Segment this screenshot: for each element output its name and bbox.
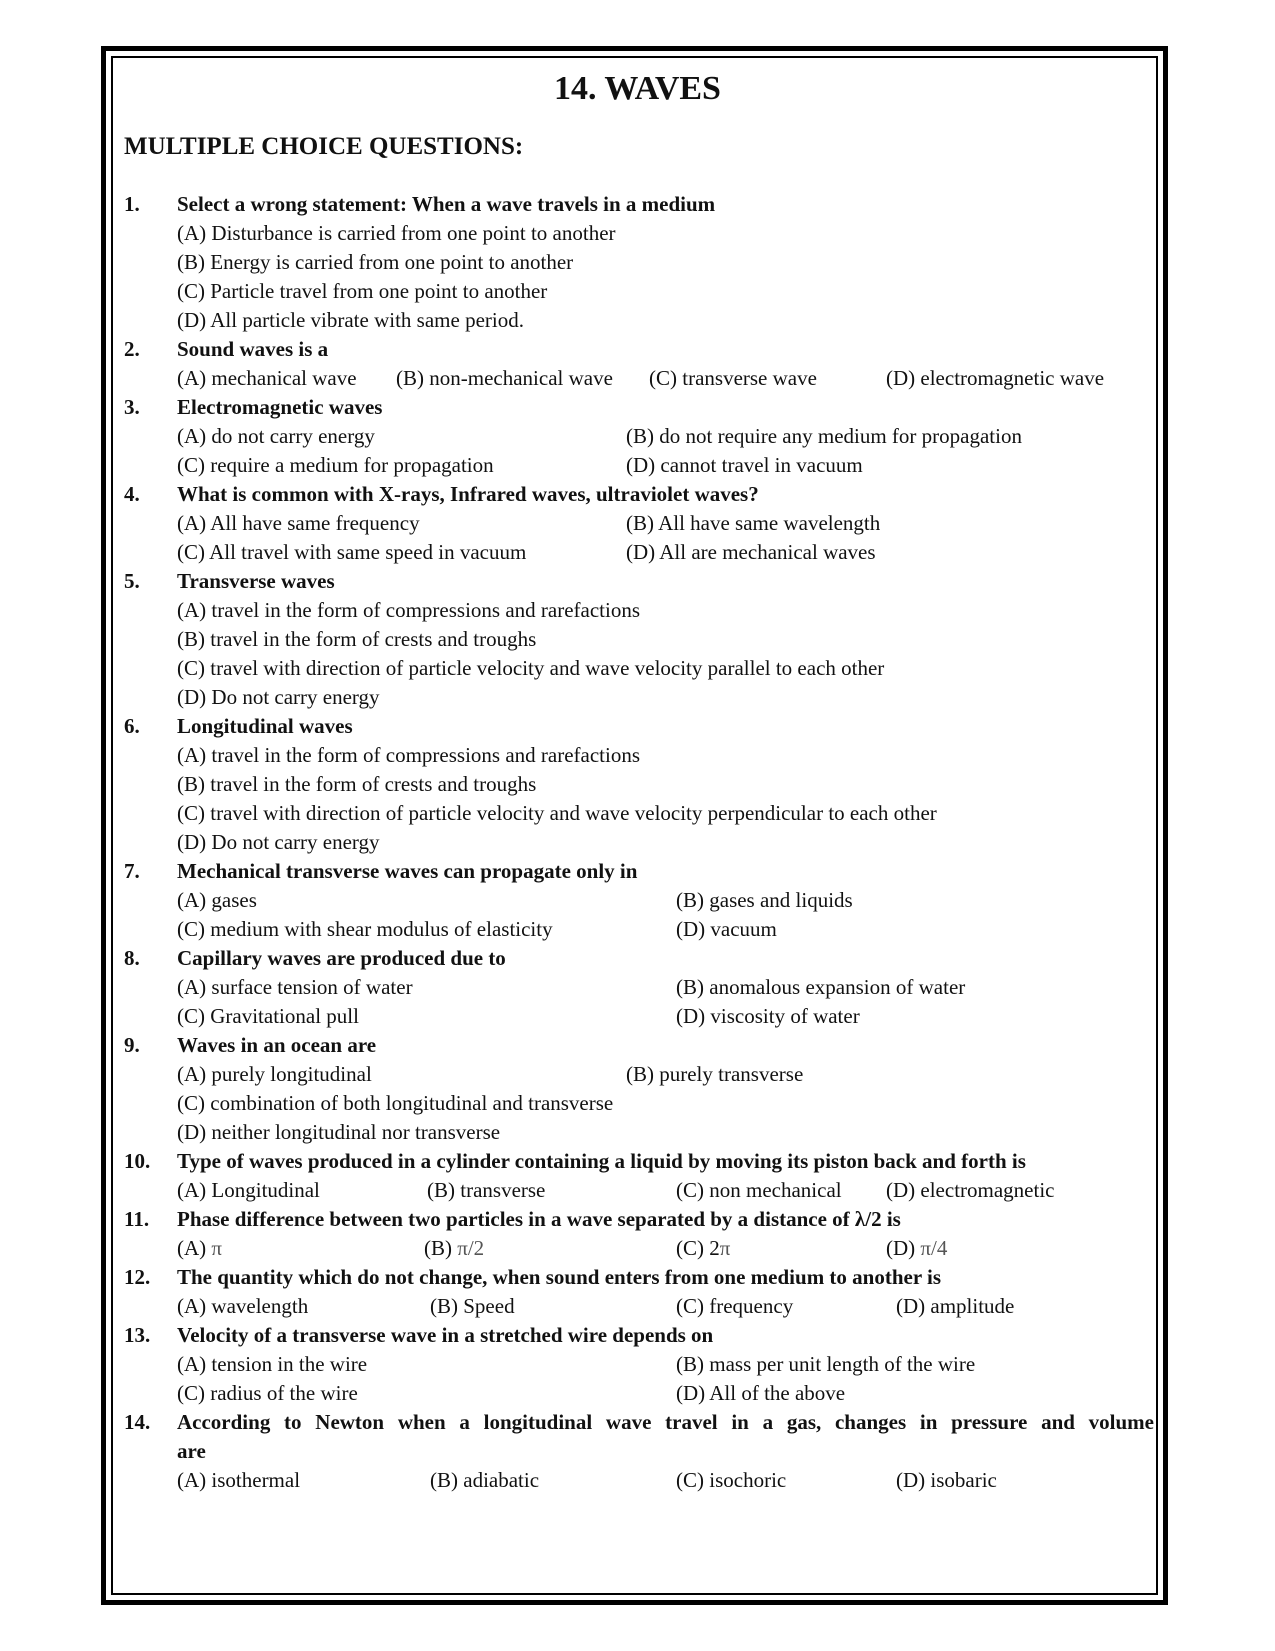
option-c: (C) isochoric — [676, 1468, 787, 1492]
question-4 — [124, 480, 1154, 509]
question-11 — [124, 1205, 1154, 1234]
option-d: (D) neither longitudinal nor transverse — [177, 1120, 501, 1144]
question-9 — [124, 1031, 1154, 1060]
option-d: (D) electromagnetic — [886, 1178, 1055, 1202]
option-c: (C) All travel with same speed in vacuum — [177, 540, 527, 564]
question-number: 3. — [124, 395, 140, 419]
question-text: Velocity of a transverse wave in a stretched wire depends on — [177, 1323, 714, 1347]
option-c: (C) combination of both longitudinal and transverse — [177, 1091, 614, 1115]
option-a: (A) Longitudinal — [177, 1178, 320, 1202]
question-text: Select a wrong statement: When a wave travels in a medium — [177, 192, 716, 216]
question-13 — [124, 1321, 1154, 1350]
question-14 — [124, 1408, 1154, 1437]
option-a: (A) do not carry energy — [177, 424, 375, 448]
option-c: (C) transverse wave — [649, 366, 817, 390]
option-b: (B) Energy is carried from one point to another — [177, 250, 574, 274]
option-b: (B) non-mechanical wave — [396, 366, 613, 390]
question-text-continued: are — [177, 1439, 206, 1463]
option-a: (A) mechanical wave — [177, 366, 357, 390]
option-b: (B) adiabatic — [430, 1468, 540, 1492]
question-number: 12. — [124, 1265, 151, 1289]
option-a: (A) travel in the form of compressions and rarefactions — [177, 598, 641, 622]
question-number: 13. — [124, 1323, 151, 1347]
question-text: Type of waves produced in a cylinder containing a liquid by moving its piston back and forth is — [177, 1149, 1026, 1173]
option-d: (D) viscosity of water — [676, 1004, 860, 1028]
option-c: (C) non mechanical — [676, 1178, 842, 1202]
option-c: (C) frequency — [676, 1294, 794, 1318]
option-a: (A) gases — [177, 888, 257, 912]
option-c: (C) Particle travel from one point to another — [177, 279, 548, 303]
question-10 — [124, 1147, 1154, 1176]
option-c: (C) Gravitational pull — [177, 1004, 359, 1028]
pi-symbol: π/2 — [457, 1236, 485, 1260]
option-d: (D) Do not carry energy — [177, 685, 380, 709]
option-b: (B) purely transverse — [626, 1062, 804, 1086]
question-3 — [124, 393, 1154, 422]
option-c: (C) medium with shear modulus of elasticity — [177, 917, 553, 941]
question-text: Sound waves is a — [177, 337, 329, 361]
option-d: (D) isobaric — [896, 1468, 997, 1492]
option-b: (B) Speed — [430, 1294, 515, 1318]
option-a: (A) purely longitudinal — [177, 1062, 372, 1086]
option-d: (D) All are mechanical waves — [626, 540, 876, 564]
option-b: (B) gases and liquids — [676, 888, 853, 912]
option-d: (D) Do not carry energy — [177, 830, 380, 854]
question-number: 9. — [124, 1033, 140, 1057]
option-b: (B) All have same wavelength — [626, 511, 881, 535]
question-text: According to Newton when a longitudinal wave travel in a gas, changes in pressure and volume — [177, 1410, 1154, 1434]
question-number: 5. — [124, 569, 140, 593]
option-b: (B) travel in the form of crests and troughs — [177, 627, 537, 651]
option-b: (B) mass per unit length of the wire — [676, 1352, 976, 1376]
section-heading: MULTIPLE CHOICE QUESTIONS: — [124, 133, 524, 160]
option-a: (A) wavelength — [177, 1294, 309, 1318]
pi-symbol: π — [719, 1236, 731, 1260]
option-c: (C) travel with direction of particle velocity and wave velocity parallel to each other — [177, 656, 885, 680]
question-12 — [124, 1263, 1154, 1292]
question-number: 7. — [124, 859, 140, 883]
option-a: (A) surface tension of water — [177, 975, 413, 999]
option-c: (C) radius of the wire — [177, 1381, 358, 1405]
question-number: 11. — [124, 1207, 150, 1231]
question-8 — [124, 944, 1154, 973]
option-d: (D) All particle vibrate with same period. — [177, 308, 524, 332]
option-b: (B) travel in the form of crests and troughs — [177, 772, 537, 796]
option-c: (C) 2π — [676, 1236, 731, 1260]
option-d: (D) amplitude — [896, 1294, 1015, 1318]
option-c: (C) require a medium for propagation — [177, 453, 494, 477]
question-text: What is common with X-rays, Infrared waves, ultraviolet waves? — [177, 482, 759, 506]
option-a: (A) tension in the wire — [177, 1352, 368, 1376]
option-b: (B) transverse — [427, 1178, 546, 1202]
question-6 — [124, 712, 1154, 741]
option-d: (D) electromagnetic wave — [886, 366, 1105, 390]
option-a: (A) All have same frequency — [177, 511, 420, 535]
question-1 — [124, 190, 1154, 219]
question-number: 2. — [124, 337, 140, 361]
question-text: Electromagnetic waves — [177, 395, 383, 419]
question-2 — [124, 335, 1154, 364]
question-list — [124, 190, 1154, 1495]
option-d: (D) cannot travel in vacuum — [626, 453, 863, 477]
option-d: (D) π/4 — [886, 1236, 948, 1260]
option-a: (A) isothermal — [177, 1468, 301, 1492]
option-a: (A) Disturbance is carried from one point to another — [177, 221, 616, 245]
question-7 — [124, 857, 1154, 886]
question-text: The quantity which do not change, when sound enters from one medium to another is — [177, 1265, 942, 1289]
question-text: Capillary waves are produced due to — [177, 946, 506, 970]
question-5 — [124, 567, 1154, 596]
question-number: 8. — [124, 946, 140, 970]
question-text: Longitudinal waves — [177, 714, 353, 738]
question-number: 14. — [124, 1410, 151, 1434]
option-b: (B) anomalous expansion of water — [676, 975, 966, 999]
question-text: Mechanical transverse waves can propagate only in — [177, 859, 638, 883]
option-c: (C) travel with direction of particle velocity and wave velocity perpendicular to each other — [177, 801, 937, 825]
question-number: 4. — [124, 482, 140, 506]
page-title: 14. WAVES — [554, 70, 721, 107]
pi-symbol: π — [211, 1236, 223, 1260]
question-text: Waves in an ocean are — [177, 1033, 377, 1057]
option-b: (B) π/2 — [424, 1236, 485, 1260]
question-text: Transverse waves — [177, 569, 335, 593]
question-number: 6. — [124, 714, 140, 738]
option-b: (B) do not require any medium for propagation — [626, 424, 1022, 448]
question-number: 1. — [124, 192, 140, 216]
pi-symbol: π/4 — [920, 1236, 948, 1260]
option-a: (A) π — [177, 1236, 223, 1260]
question-text: Phase difference between two particles in a wave separated by a distance of λ/2 is — [177, 1207, 901, 1231]
option-a: (A) travel in the form of compressions and rarefactions — [177, 743, 641, 767]
option-d: (D) All of the above — [676, 1381, 846, 1405]
option-d: (D) vacuum — [676, 917, 777, 941]
question-number: 10. — [124, 1149, 151, 1173]
